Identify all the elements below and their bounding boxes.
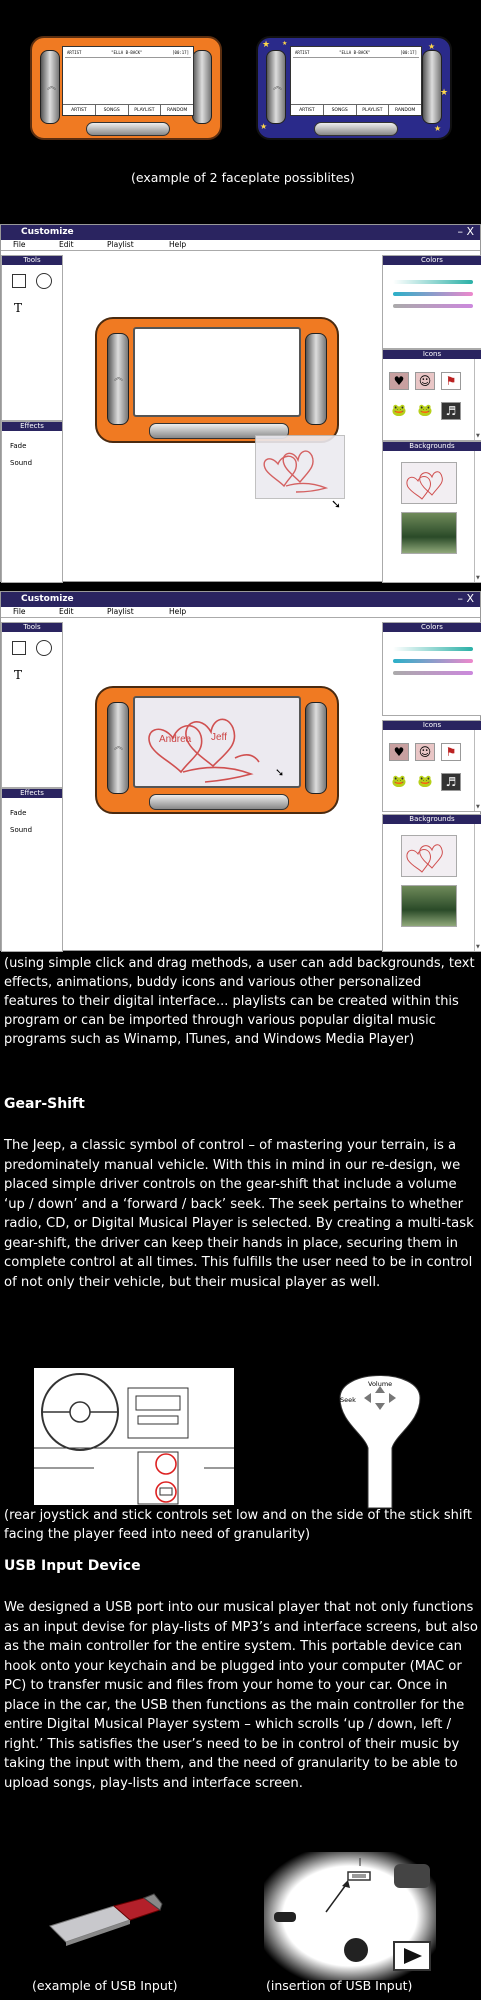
star-icon: ★ <box>260 122 268 131</box>
panel-header-colors: Colors <box>383 623 481 632</box>
screen-header-left: ARTIST <box>67 50 82 55</box>
tab-random: RANDOM <box>166 108 188 113</box>
faceplate-preview[interactable] <box>95 686 339 814</box>
heart-photo-icon[interactable]: ♥ <box>389 372 409 390</box>
star-icon: ★ <box>428 42 436 51</box>
color-swatch-gray[interactable] <box>393 304 473 308</box>
photo-icon[interactable]: ☺ <box>415 372 435 390</box>
rectangle-tool[interactable] <box>12 274 26 288</box>
icons-scrollbar[interactable]: ▼ <box>474 730 481 811</box>
tab-playlist: PLAYLIST <box>357 105 390 115</box>
screen-header-mid: "ELLA B-BACK" <box>339 50 371 55</box>
customize-window-1 <box>0 224 481 582</box>
backgrounds-scrollbar[interactable]: ▼ <box>474 451 481 582</box>
ellipse-tool[interactable] <box>36 640 52 656</box>
frog-icon[interactable]: 🐸 <box>389 773 409 791</box>
tab-playlist: PLAYLIST <box>129 105 162 115</box>
panel-header-effects: Effects <box>2 789 62 798</box>
customize-caption: (using simple click and drag methods, a user can add backgrounds, text effects, animations, buddy icons and various other personalized features to their digital interface... playlists can be created within this program or can be imported through various popular digital music programs such as Winamp, ITunes, and Windows Media Player) <box>4 956 475 1047</box>
frog-icon[interactable]: 🐸 <box>415 402 435 420</box>
panel-header-tools: Tools <box>2 623 62 632</box>
panel-header-effects: Effects <box>2 422 62 431</box>
menu-help[interactable]: Help <box>169 240 187 249</box>
volume-label: Volume <box>368 1380 393 1388</box>
gearshift-body: The Jeep, a classic symbol of control – of mastering your terrain, is a predominately manual vehicle. With this in mind in our re-design, we placed simple driver controls on the gear-shift that include a volume ‘up / down’ and a ‘forward / back’ seek. The seek pertains to whether radio, CD, or Digital Musical Player is selected. By creating a multi-task gear-shift, the driver can keep their hands in place, securing them in complete control at all times. This fulfills the user need to be in control of not only their vehicle, but their musical player as well. <box>4 1138 474 1290</box>
window-controls[interactable]: – X <box>457 225 474 238</box>
chevron-up-icon: ︽ <box>273 82 283 92</box>
text-tool-icon[interactable]: T <box>14 668 23 682</box>
frog-icon[interactable]: 🐸 <box>389 402 409 420</box>
faceplate-orange <box>30 36 222 140</box>
star-icon: ★ <box>434 124 442 133</box>
color-swatch-pink[interactable] <box>393 659 473 663</box>
gearshift-drawing <box>330 1358 430 1510</box>
name-text-jeff[interactable]: Jeff <box>211 732 227 743</box>
tools-panel <box>1 255 63 421</box>
effect-sound[interactable]: Sound <box>10 459 33 467</box>
menu-file[interactable]: File <box>13 240 26 249</box>
piano-icon[interactable]: ♬ <box>441 773 461 791</box>
menu-bar <box>1 607 480 618</box>
icons-panel <box>382 349 481 441</box>
window-controls[interactable]: – X <box>457 592 474 605</box>
effect-fade[interactable]: Fade <box>10 442 27 450</box>
color-swatch-teal[interactable] <box>393 280 473 284</box>
color-swatch-pink[interactable] <box>393 292 473 296</box>
flag-icon[interactable]: ⚑ <box>441 743 461 761</box>
cursor-icon: ➘ <box>275 766 285 779</box>
chevron-up-icon: ︽ <box>47 82 57 92</box>
panel-header-tools: Tools <box>2 256 62 265</box>
color-swatch-gray[interactable] <box>393 671 473 675</box>
usb-body: We designed a USB port into our musical player that not only functions as an input devise for play-lists of MP3’s and interface screens, but also as the main controller for the entire system. This portable device can hook onto your keychain and be plugged into your computer (MAC or PC) to transfer music and files from your home to your car. Once in place in the car, the USB then functions as the main controller for the entire Digital Musical Player system – which scrolls ‘up / down, left / right.’ This satisfies the user’s need to be in control of their music by taking the input with them, and the need of granularity to be able to upload songs, play-lists and interface screen. <box>4 1600 478 1791</box>
background-thumb-hearts[interactable] <box>401 835 457 877</box>
tab-artist: ARTIST <box>291 105 324 115</box>
faceplate-preview-screen[interactable] <box>133 327 301 417</box>
tab-random: RANDOM <box>394 108 416 113</box>
background-thumb-forest[interactable] <box>401 885 457 927</box>
window-title: Customize <box>21 594 74 604</box>
effects-panel <box>1 788 63 952</box>
background-thumb-forest[interactable] <box>401 512 457 554</box>
menu-edit[interactable]: Edit <box>59 607 74 616</box>
panel-header-backgrounds: Backgrounds <box>383 815 481 824</box>
tab-songs: SONGS <box>96 105 129 115</box>
menu-file[interactable]: File <box>13 607 26 616</box>
effect-fade[interactable]: Fade <box>10 809 27 817</box>
backgrounds-panel <box>382 814 481 952</box>
panel-header-backgrounds: Backgrounds <box>383 442 481 451</box>
window-title: Customize <box>21 227 74 237</box>
dashboard-drawing <box>34 1368 234 1505</box>
usb-stick-photo <box>44 1890 164 1948</box>
faceplate-starry <box>256 36 452 140</box>
screen-header-mid: "ELLA B-BACK" <box>111 50 143 55</box>
backgrounds-scrollbar[interactable]: ▼ <box>474 824 481 951</box>
seek-label: Seek <box>340 1396 356 1404</box>
chevron-up-icon: ︽ <box>114 742 124 752</box>
effects-panel <box>1 421 63 583</box>
icons-scrollbar[interactable]: ▼ <box>474 359 481 440</box>
menu-bar <box>1 240 480 251</box>
rectangle-tool[interactable] <box>12 641 26 655</box>
panel-header-colors: Colors <box>383 256 481 265</box>
hearts-graphic <box>256 436 346 500</box>
ellipse-tool[interactable] <box>36 273 52 289</box>
photo-icon[interactable]: ☺ <box>415 743 435 761</box>
menu-playlist[interactable]: Playlist <box>107 240 134 249</box>
faceplate-preview[interactable] <box>95 317 339 443</box>
dragged-background[interactable] <box>255 435 345 499</box>
backgrounds-panel <box>382 441 481 583</box>
menu-help[interactable]: Help <box>169 607 187 616</box>
chevron-up-icon: ︽ <box>114 373 124 383</box>
gearshift-heading: Gear-Shift <box>4 1096 85 1112</box>
colors-panel <box>382 622 481 716</box>
screen-header-left: ARTIST <box>295 50 310 55</box>
colors-panel <box>382 255 481 349</box>
effect-sound[interactable]: Sound <box>10 826 33 834</box>
background-thumb-hearts[interactable] <box>401 462 457 504</box>
star-icon: ★ <box>262 40 271 50</box>
usb-heading: USB Input Device <box>4 1558 141 1574</box>
faceplate-screen <box>290 46 422 116</box>
piano-icon[interactable]: ♬ <box>441 402 461 420</box>
tools-panel <box>1 622 63 788</box>
heart-photo-icon[interactable]: ♥ <box>389 743 409 761</box>
text-tool-icon[interactable]: T <box>14 301 23 315</box>
star-icon: ★ <box>282 40 288 47</box>
menu-playlist[interactable]: Playlist <box>107 607 134 616</box>
faceplate-screen <box>62 46 194 116</box>
usb-caption-left: (example of USB Input) <box>32 1978 178 1993</box>
icons-panel <box>382 720 481 812</box>
menu-edit[interactable]: Edit <box>59 240 74 249</box>
flag-icon[interactable]: ⚑ <box>441 372 461 390</box>
panel-header-icons: Icons <box>383 350 481 359</box>
window-title-bar <box>1 592 480 607</box>
tab-artist: ARTIST <box>63 105 96 115</box>
screen-header-right: [00:17] <box>400 50 417 55</box>
tab-songs: SONGS <box>324 105 357 115</box>
frog-icon[interactable]: 🐸 <box>415 773 435 791</box>
window-title-bar <box>1 225 480 240</box>
name-text-andrea[interactable]: Andrea <box>159 734 192 745</box>
screen-header-right: [00:17] <box>172 50 189 55</box>
cursor-icon: ➘ <box>331 497 342 511</box>
color-swatch-teal[interactable] <box>393 647 473 651</box>
faceplate-preview-screen[interactable] <box>133 696 301 788</box>
panel-header-icons: Icons <box>383 721 481 730</box>
faceplate-caption: (example of 2 faceplate possiblites) <box>131 170 355 185</box>
usb-caption-right: (insertion of USB Input) <box>266 1978 413 1993</box>
customize-window-2 <box>0 591 481 951</box>
gearshift-caption: (rear joystick and stick controls set low and on the side of the stick shift facing the player feed into need of granularity) <box>4 1508 472 1542</box>
usb-insertion-photo <box>264 1852 436 1980</box>
star-icon: ★ <box>440 88 449 98</box>
